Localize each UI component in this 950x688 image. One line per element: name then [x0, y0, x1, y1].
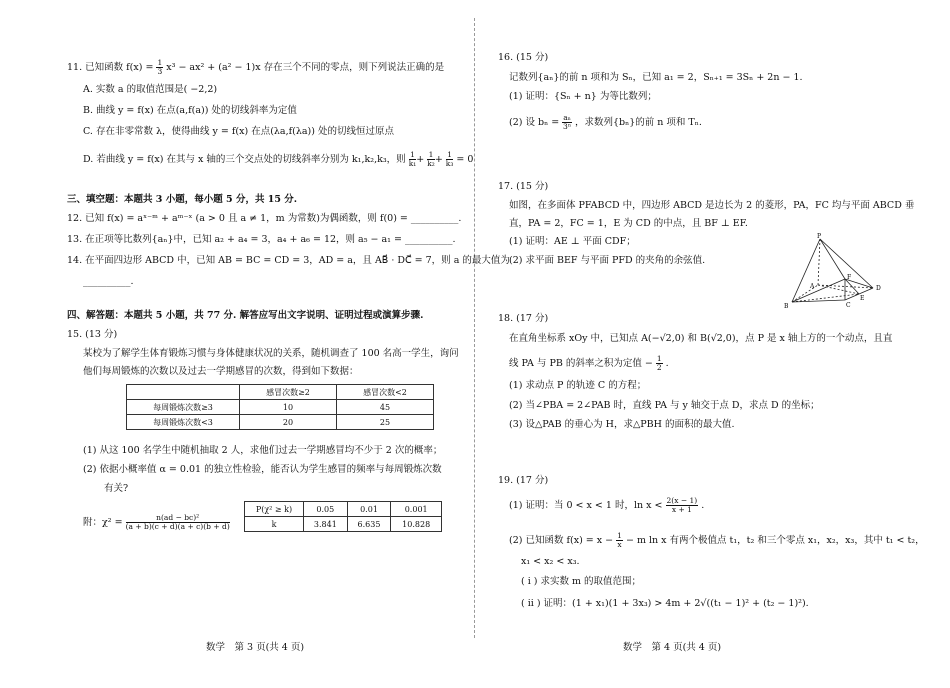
right-page	[478, 0, 950, 688]
table-cell: P(χ² ≥ k)	[245, 502, 304, 517]
label-A: A	[810, 283, 815, 290]
q18-line3: (1) 求动点 P 的轨迹 C 的方程；	[509, 380, 647, 391]
q11-option-b: B. 曲线 y = f(x) 在点(a,f(a)) 处的切线斜率为定值	[83, 105, 297, 116]
table-cell: 0.01	[347, 502, 391, 517]
table-cell: 10.828	[391, 517, 442, 532]
q18-heading: 18. (17 分)	[498, 313, 549, 324]
q19-fraction-2: $\frac{1}{x}$	[617, 531, 622, 549]
q16-fraction: $\frac{\text{aₙ}}{\text{3ⁿ}}$	[563, 113, 572, 131]
q15-subquestion-2a: (2) 依据小概率值 α = 0.01 的独立性检验，能否认为学生感冒的频率与每周锻炼次数	[83, 464, 442, 475]
q19-line4: ( i ) 求实数 m 的取值范围；	[521, 576, 642, 587]
q17-line4: (2) 求平面 BEF 与平面 PFD 的夹角的余弦值.	[509, 255, 706, 266]
q16-heading: 16. (15 分)	[498, 52, 549, 63]
critical-value-table	[244, 501, 442, 532]
section4-title: 四、解答题：本题共 5 小题，共 77 分. 解答应写出文字说明、证明过程或演算步骤.	[67, 310, 424, 321]
q19-fraction-1: $\frac{2(x - 1)}{x + 1}$	[666, 496, 698, 514]
table-cell: 3.841	[304, 517, 348, 532]
table-row	[245, 502, 442, 517]
q19-line3: x₁ < x₂ < x₃.	[521, 556, 580, 567]
q11-option-d: D. 若曲线 y = f(x) 在其与 x 轴的三个交点处的切线斜率分别为 k₁,k₂,k₃，则 $\frac{1}{\text{k₁}}$ + $\frac{1}{\text{k₂}}$ + $\frac{1}{\text{k₃}}$ = 0	[83, 150, 474, 168]
q17-line1: 如图，在多面体 PFABCD 中，四边形 ABCD 是边长为 2 的菱形，PA，FC 均与平面 ABCD 垂	[509, 200, 915, 211]
q17-line3: (1) 证明：AE ⊥ 平面 CDF；	[509, 236, 636, 247]
q15-paragraph-1: 某校为了解学生体育锻炼习惯与身体健康状况的关系，随机调查了 100 名高一学生，询问	[83, 348, 459, 359]
q11-option-a: A. 实数 a 的取值范围是( −2,2)	[83, 84, 218, 95]
q15-subquestion-1: (1) 从这 100 名学生中随机抽取 2 人，求他们过去一学期感冒均不少于 2 次的概率；	[83, 445, 443, 456]
page-footer-left: 数学 第 3 页(共 4 页)	[206, 642, 305, 653]
q16-line3: (2) 设 bₙ = $\frac{\text{aₙ}}{\text{3ⁿ}}$ ，求数列{bₙ}的前 n 项和 Tₙ.	[509, 113, 702, 131]
table-cell: 20	[240, 415, 337, 430]
table-header-cell: 感冒次数<2	[337, 385, 434, 400]
q13: 13. 在正项等比数列{aₙ}中，已知 a₂ + a₄ = 3，a₄ + a₆ = 12，则 a₅ − a₁ = __________.	[67, 234, 456, 245]
q19-line1: (1) 证明：当 0 < x < 1 时，ln x < $\frac{2(x - 1)}{x + 1}$ .	[509, 496, 705, 514]
label-B: B	[784, 303, 789, 310]
q15-paragraph-2: 他们每周锻炼的次数以及过去一学期感冒的次数，得到如下数据：	[83, 366, 359, 377]
table-row	[127, 400, 434, 415]
table-cell: 每周锻炼次数<3	[127, 415, 240, 430]
q18-line2: 线 PA 与 PB 的斜率之积为定值 − $\frac{1}{2}$ .	[509, 354, 669, 372]
chi-square-fraction: $\frac{\text{n(ad − bc)²}}{(a + b)(c + d)(a + c)(b + d)}$	[125, 513, 230, 531]
section3-title: 三、填空题：本题共 3 小题，每小题 5 分，共 15 分.	[67, 194, 298, 205]
label-D: D	[876, 285, 881, 292]
page-divider	[474, 18, 475, 638]
q14-line2: __________.	[83, 276, 134, 287]
frac-k2: $\frac{1}{\text{k₂}}$	[427, 150, 435, 168]
q11-option-c: C. 存在非零常数 λ，使得曲线 y = f(x) 在点(λa,f(λa)) 处的切线恒过原点	[83, 126, 394, 137]
q18-fraction: $\frac{1}{2}$	[656, 354, 662, 372]
label-F: F	[847, 274, 852, 281]
table-header-cell: 感冒次数≥2	[240, 385, 337, 400]
table-cell: 0.05	[304, 502, 348, 517]
q12: 12. 已知 f(x) = aˣ⁻ᵐ + aᵐ⁻ˣ (a > 0 且 a ≠ 1，m 为常数)为偶函数，则 f(0) = __________.	[67, 213, 462, 224]
table-header-row	[127, 385, 434, 400]
q19-line2: (2) 已知函数 f(x) = x − $\frac{1}{x}$ − m ln x 有两个极值点 t₁，t₂ 和三个零点 x₁，x₂，x₃，其中 t₁ < t₂，	[509, 531, 925, 549]
table-cell: 10	[240, 400, 337, 415]
q19-line5: ( ii ) 证明：(1 + x₁)(1 + 3x₃) > 4m + 2√((t₁ − 1)² + (t₂ − 1)²).	[521, 598, 809, 609]
edge-BF	[792, 279, 845, 302]
q19-heading: 19. (17 分)	[498, 475, 549, 486]
page-footer-right: 数学 第 4 页(共 4 页)	[623, 642, 722, 653]
table-cell: k	[245, 517, 304, 532]
label-C: C	[846, 302, 851, 309]
table-row	[245, 517, 442, 532]
label-E: E	[860, 295, 865, 302]
table-cell: 45	[337, 400, 434, 415]
q15-subquestion-2b: 有关?	[104, 483, 129, 494]
frac-k1: $\frac{1}{\text{k₁}}$	[408, 150, 417, 168]
label-P: P	[817, 233, 822, 240]
q16-line1: 记数列{aₙ}的前 n 项和为 Sₙ，已知 a₁ = 2，Sₙ₊₁ = 3Sₙ + 2n − 1.	[509, 72, 803, 83]
q15-heading: 15. (13 分)	[67, 329, 118, 340]
q18-line4: (2) 当∠PBA = 2∠PAB 时，直线 PA 与 y 轴交于点 D，求点 D 的坐标；	[509, 400, 820, 411]
table-header-cell	[127, 385, 240, 400]
table-cell: 每周锻炼次数≥3	[127, 400, 240, 415]
q14-line1: 14. 在平面四边形 ABCD 中，已知 AB = BC = CD = 3，AD = a，且 AB⃗ · DC⃗ = 7，则 a 的最大值为	[67, 255, 510, 266]
frac-k3: $\frac{1}{\text{k₃}}$	[445, 150, 454, 168]
q18-line1: 在直角坐标系 xOy 中，已知点 A(−√2,0) 和 B(√2,0)，点 P 是 x 轴上方的一个动点，且直	[509, 333, 893, 344]
q17-heading: 17. (15 分)	[498, 181, 549, 192]
edge-PA	[818, 239, 820, 285]
q18-line5: (3) 设△PAB 的垂心为 H，求△PBH 的面积的最大值.	[509, 419, 735, 430]
q17-line2: 直，PA = 2，FC = 1，E 为 CD 的中点，且 BF ⊥ EF.	[509, 218, 748, 229]
chi-square-formula: 附：χ² = $\frac{\text{n(ad − bc)²}}{(a + b)(c + d)(a + c)(b + d)}$	[83, 513, 230, 531]
q15-data-table	[126, 384, 434, 430]
table-cell: 0.001	[391, 502, 442, 517]
q11-stem: 11. 已知函数 f(x) = $\frac{1}{3}$ x³ − ax² + (a² − 1)x 存在三个不同的零点，则下列说法正确的是	[67, 58, 445, 76]
table-row	[127, 415, 434, 430]
polyhedron-figure	[780, 232, 890, 312]
table-cell: 6.635	[347, 517, 391, 532]
q11-stem-fraction: $\frac{1}{3}$	[157, 58, 163, 76]
q16-line2: (1) 证明：{Sₙ + n} 为等比数列；	[509, 91, 657, 102]
table-cell: 25	[337, 415, 434, 430]
